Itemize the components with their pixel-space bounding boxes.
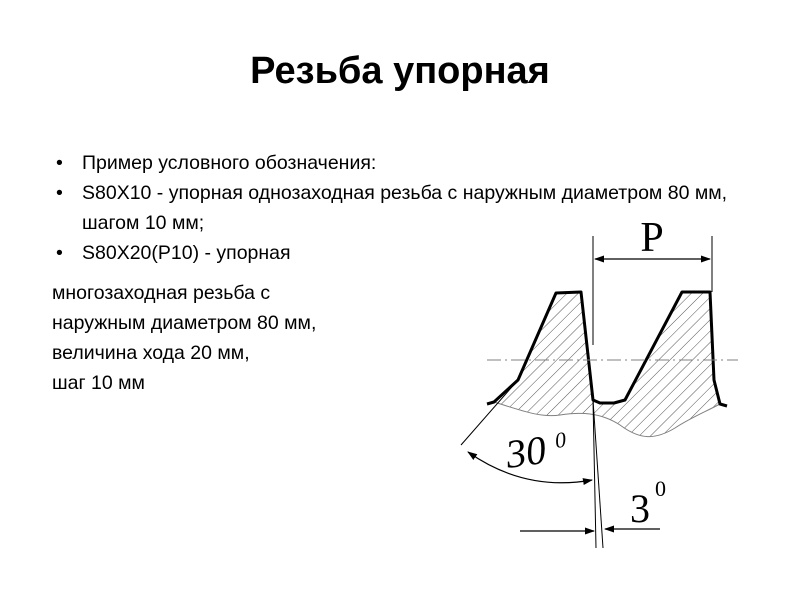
continuation-line: величина хода 20 мм, <box>52 342 250 364</box>
continuation-line: шаг 10 мм <box>52 372 145 394</box>
angle-3-unit: 0 <box>655 476 666 501</box>
bullet-text: S80X10 - упорная однозаходная резьба с наружным диаметром 80 мм, шагом 10 мм; <box>82 182 728 234</box>
pitch-label: P <box>640 215 664 261</box>
slide-title: Резьба упорная <box>250 50 550 92</box>
angle-30-value: 30 <box>502 426 549 477</box>
bullet-dot: • <box>56 182 63 204</box>
continuation-line: многозаходная резьба с <box>52 282 271 304</box>
thread-section-hatch <box>494 292 720 437</box>
bullet-dot: • <box>56 242 63 264</box>
angle-30-unit: 0 <box>553 426 568 453</box>
angle-3-value: 3 <box>630 486 650 531</box>
bullet-text: Пример условного обозначения: <box>82 152 377 174</box>
bullet-text: S80X20(P10) - упорная <box>82 242 291 264</box>
bullet-dot: • <box>56 152 63 174</box>
continuation-line: наружным диаметром 80 мм, <box>52 312 317 334</box>
